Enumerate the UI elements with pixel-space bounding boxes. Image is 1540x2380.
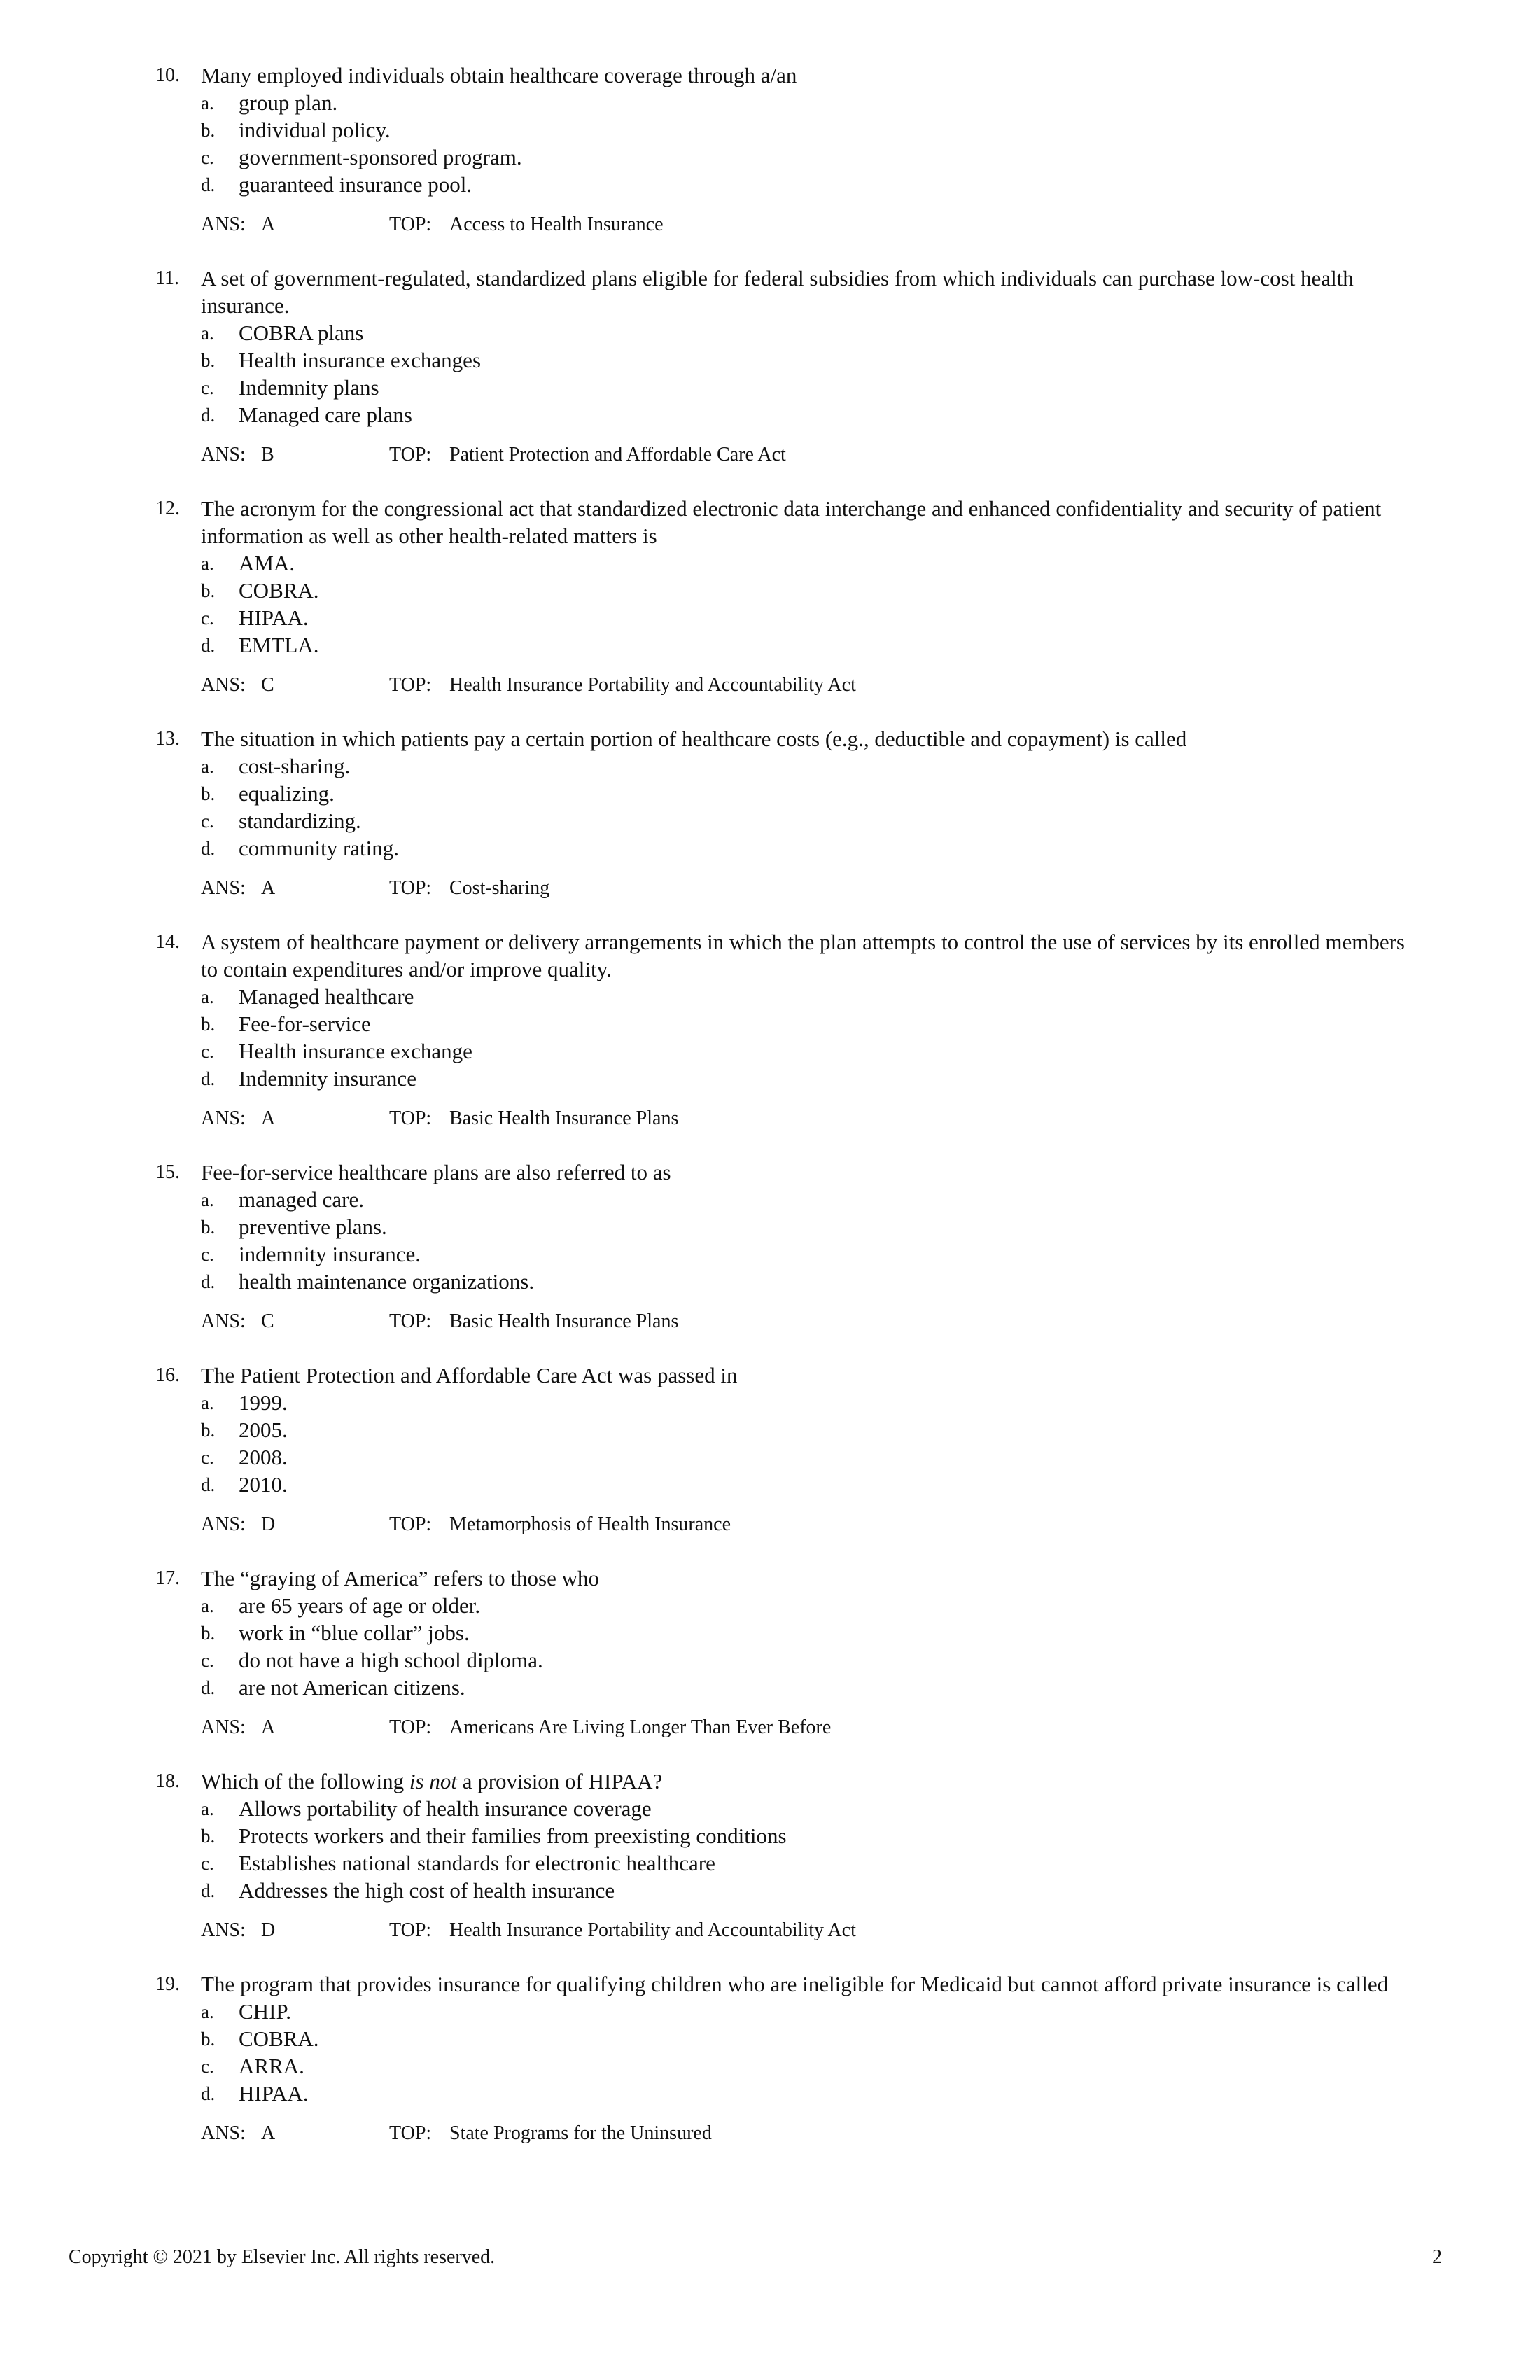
option-letter: b. bbox=[201, 120, 216, 141]
answer-option bbox=[0, 1389, 1540, 1416]
question-stem bbox=[0, 1158, 1540, 1186]
answer-option bbox=[0, 807, 1540, 834]
question-number: 12. bbox=[155, 498, 180, 519]
answer-key-row bbox=[0, 1106, 1540, 1131]
option-letter: a. bbox=[201, 1595, 214, 1616]
option-letter: c. bbox=[201, 147, 214, 168]
option-text: Establishes national standards for electronic healthcare bbox=[239, 1851, 715, 1875]
option-letter: a. bbox=[201, 986, 214, 1007]
question-text: Fee-for-service healthcare plans are also referred to as bbox=[201, 1160, 671, 1184]
answer-option bbox=[0, 1443, 1540, 1471]
answer-label: ANS: bbox=[201, 214, 246, 235]
answer-option bbox=[0, 346, 1540, 374]
question-number: 14. bbox=[155, 931, 180, 953]
question-stem bbox=[0, 1970, 1540, 1998]
option-text: AMA. bbox=[239, 551, 295, 575]
answer-option bbox=[0, 2052, 1540, 2080]
answer-value: A bbox=[261, 214, 276, 235]
answer-key-row bbox=[0, 1715, 1540, 1740]
option-letter: a. bbox=[201, 1798, 214, 1819]
question-text: The program that provides insurance for qualifying children who are ineligible for Medicaid but cannot afford private insurance is called bbox=[201, 1972, 1389, 1996]
topic-value: Basic Health Insurance Plans bbox=[449, 1107, 679, 1129]
answer-option bbox=[0, 834, 1540, 862]
answer-key-row bbox=[0, 673, 1540, 698]
option-letter: b. bbox=[201, 2029, 216, 2050]
answer-value: C bbox=[261, 674, 274, 696]
option-letter: d. bbox=[201, 838, 216, 859]
topic-value: Metamorphosis of Health Insurance bbox=[449, 1513, 731, 1535]
option-text: health maintenance organizations. bbox=[239, 1269, 535, 1294]
option-text: Addresses the high cost of health insurance bbox=[239, 1878, 615, 1903]
answer-option bbox=[0, 319, 1540, 346]
option-text: EMTLA. bbox=[239, 633, 319, 657]
answer-option bbox=[0, 1268, 1540, 1295]
question-block bbox=[0, 265, 1540, 468]
option-text: COBRA. bbox=[239, 578, 319, 603]
question-text: Which of the following bbox=[201, 1769, 410, 1793]
option-text: Protects workers and their families from preexisting conditions bbox=[239, 1823, 787, 1848]
answer-option bbox=[0, 1646, 1540, 1674]
topic-label: TOP: bbox=[389, 2122, 432, 2144]
option-text: guaranteed insurance pool. bbox=[239, 172, 472, 197]
topic-value: Health Insurance Portability and Accountability Act bbox=[449, 1919, 856, 1941]
option-text: indemnity insurance. bbox=[239, 1242, 421, 1266]
answer-options bbox=[0, 1592, 1540, 1701]
question-text: Many employed individuals obtain healthcare coverage through a/an bbox=[201, 63, 797, 88]
answer-option bbox=[0, 1674, 1540, 1701]
question-stem bbox=[0, 265, 1540, 319]
answer-option bbox=[0, 604, 1540, 631]
topic-label: TOP: bbox=[389, 1513, 432, 1535]
option-letter: a. bbox=[201, 2001, 214, 2022]
answer-key-row bbox=[0, 1309, 1540, 1334]
question-number: 11. bbox=[155, 267, 179, 289]
option-letter: a. bbox=[201, 1189, 214, 1210]
answer-key-row bbox=[0, 212, 1540, 237]
answer-key-row bbox=[0, 1918, 1540, 1943]
answer-options bbox=[0, 319, 1540, 428]
answer-option bbox=[0, 631, 1540, 659]
answer-option bbox=[0, 1416, 1540, 1443]
option-text: equalizing. bbox=[239, 781, 335, 806]
option-text: are not American citizens. bbox=[239, 1675, 465, 1700]
page-footer bbox=[0, 2244, 1540, 2272]
answer-option bbox=[0, 1240, 1540, 1268]
topic-label: TOP: bbox=[389, 1716, 432, 1738]
option-letter: d. bbox=[201, 1880, 216, 1901]
question-stem bbox=[0, 928, 1540, 983]
option-text: group plan. bbox=[239, 90, 338, 115]
option-text: COBRA. bbox=[239, 2026, 319, 2051]
topic-value: Americans Are Living Longer Than Ever Before bbox=[449, 1716, 832, 1738]
question-number: 17. bbox=[155, 1567, 180, 1589]
option-text: cost-sharing. bbox=[239, 754, 351, 778]
option-text: managed care. bbox=[239, 1187, 364, 1212]
question-stem bbox=[0, 62, 1540, 89]
answer-option bbox=[0, 1795, 1540, 1822]
answer-option bbox=[0, 780, 1540, 807]
option-letter: c. bbox=[201, 1853, 214, 1874]
answer-value: D bbox=[261, 1513, 276, 1535]
answer-option bbox=[0, 171, 1540, 198]
option-text: government-sponsored program. bbox=[239, 145, 522, 169]
question-number: 10. bbox=[155, 64, 180, 86]
question-text: The acronym for the congressional act that standardized electronic data interchange and enhanced confidentiality and security of patient information as well as other health-related matters is bbox=[201, 496, 1382, 548]
question-text: A set of government-regulated, standardized plans eligible for federal subsidies from which individuals can purchase low-cost health insurance. bbox=[201, 266, 1354, 318]
option-text: ARRA. bbox=[239, 2054, 304, 2078]
answer-label: ANS: bbox=[201, 444, 246, 465]
answer-options bbox=[0, 1389, 1540, 1498]
topic-value: Basic Health Insurance Plans bbox=[449, 1310, 679, 1332]
answer-value: B bbox=[261, 444, 274, 465]
answer-key-row bbox=[0, 876, 1540, 901]
answer-label: ANS: bbox=[201, 674, 246, 696]
option-letter: d. bbox=[201, 2083, 216, 2104]
answer-value: A bbox=[261, 2122, 276, 2144]
answer-option bbox=[0, 1998, 1540, 2025]
option-letter: a. bbox=[201, 756, 214, 777]
topic-value: State Programs for the Uninsured bbox=[449, 2122, 712, 2144]
answer-option bbox=[0, 1065, 1540, 1092]
option-text: Health insurance exchanges bbox=[239, 348, 482, 372]
option-text: preventive plans. bbox=[239, 1214, 387, 1239]
answer-value: A bbox=[261, 1107, 276, 1129]
question-block bbox=[0, 1362, 1540, 1537]
option-text: Managed healthcare bbox=[239, 984, 414, 1009]
question-number: 15. bbox=[155, 1161, 180, 1183]
answer-label: ANS: bbox=[201, 1107, 246, 1129]
topic-label: TOP: bbox=[389, 1919, 432, 1941]
option-letter: a. bbox=[201, 1392, 214, 1413]
topic-label: TOP: bbox=[389, 674, 432, 696]
option-text: Allows portability of health insurance coverage bbox=[239, 1796, 652, 1821]
option-text: are 65 years of age or older. bbox=[239, 1593, 481, 1618]
answer-label: ANS: bbox=[201, 2122, 246, 2144]
option-text: COBRA plans bbox=[239, 321, 364, 345]
answer-options bbox=[0, 89, 1540, 198]
answer-value: A bbox=[261, 1716, 276, 1738]
answer-options bbox=[0, 550, 1540, 659]
answer-option bbox=[0, 2025, 1540, 2052]
topic-label: TOP: bbox=[389, 1107, 432, 1129]
answer-label: ANS: bbox=[201, 1919, 246, 1941]
option-letter: d. bbox=[201, 1677, 216, 1698]
answer-options bbox=[0, 752, 1540, 862]
question-block bbox=[0, 1564, 1540, 1740]
answer-option bbox=[0, 752, 1540, 780]
answer-value: A bbox=[261, 877, 276, 899]
option-letter: c. bbox=[201, 1041, 214, 1062]
option-letter: b. bbox=[201, 1420, 216, 1441]
option-text: Health insurance exchange bbox=[239, 1039, 472, 1063]
option-text: standardizing. bbox=[239, 808, 361, 833]
answer-option bbox=[0, 144, 1540, 171]
question-number: 13. bbox=[155, 728, 180, 750]
answer-value: D bbox=[261, 1919, 276, 1941]
answer-options bbox=[0, 1795, 1540, 1904]
answer-label: ANS: bbox=[201, 1310, 246, 1332]
option-letter: a. bbox=[201, 92, 214, 113]
answer-option bbox=[0, 1010, 1540, 1037]
answer-option bbox=[0, 1471, 1540, 1498]
answer-option bbox=[0, 89, 1540, 116]
option-letter: c. bbox=[201, 1244, 214, 1265]
topic-label: TOP: bbox=[389, 1310, 432, 1332]
option-text: HIPAA. bbox=[239, 606, 309, 630]
topic-value: Cost-sharing bbox=[449, 877, 550, 899]
option-text: HIPAA. bbox=[239, 2081, 309, 2106]
question-block bbox=[0, 62, 1540, 237]
option-text: Indemnity insurance bbox=[239, 1066, 416, 1091]
option-text: 2005. bbox=[239, 1418, 288, 1442]
answer-option bbox=[0, 550, 1540, 577]
answer-option bbox=[0, 1213, 1540, 1240]
option-letter: d. bbox=[201, 1271, 216, 1292]
answer-option bbox=[0, 1037, 1540, 1065]
question-stem bbox=[0, 1768, 1540, 1795]
topic-label: TOP: bbox=[389, 444, 432, 465]
answer-label: ANS: bbox=[201, 877, 246, 899]
option-letter: b. bbox=[201, 1826, 216, 1847]
option-letter: b. bbox=[201, 1217, 216, 1238]
option-letter: c. bbox=[201, 2056, 214, 2077]
topic-value: Access to Health Insurance bbox=[449, 214, 664, 235]
answer-value: C bbox=[261, 1310, 274, 1332]
answer-option bbox=[0, 1186, 1540, 1213]
answer-options bbox=[0, 1998, 1540, 2107]
question-text-italic: is not bbox=[409, 1769, 457, 1793]
question-number: 16. bbox=[155, 1364, 180, 1386]
question-text: A system of healthcare payment or delivery arrangements in which the plan attempts to control the use of services by its enrolled members to contain expenditures and/or improve quality. bbox=[201, 930, 1405, 981]
answer-options bbox=[0, 1186, 1540, 1295]
option-text: 1999. bbox=[239, 1390, 288, 1415]
answer-option bbox=[0, 1877, 1540, 1904]
option-text: Managed care plans bbox=[239, 402, 412, 427]
answer-option bbox=[0, 2080, 1540, 2107]
option-text: work in “blue collar” jobs. bbox=[239, 1620, 470, 1645]
option-text: 2008. bbox=[239, 1445, 288, 1469]
copyright-notice: Copyright © 2021 by Elsevier Inc. All rights reserved. bbox=[69, 2246, 496, 2268]
topic-label: TOP: bbox=[389, 214, 432, 235]
answer-options bbox=[0, 983, 1540, 1092]
option-letter: b. bbox=[201, 783, 216, 804]
option-letter: b. bbox=[201, 1014, 216, 1035]
answer-option bbox=[0, 374, 1540, 401]
question-block bbox=[0, 495, 1540, 698]
question-stem bbox=[0, 725, 1540, 752]
answer-option bbox=[0, 1592, 1540, 1619]
option-letter: b. bbox=[201, 1623, 216, 1644]
question-block bbox=[0, 928, 1540, 1131]
option-letter: d. bbox=[201, 1474, 216, 1495]
question-stem bbox=[0, 1362, 1540, 1389]
option-text: CHIP. bbox=[239, 1999, 291, 2024]
answer-key-row bbox=[0, 2121, 1540, 2146]
option-letter: c. bbox=[201, 377, 214, 398]
answer-option bbox=[0, 1822, 1540, 1849]
answer-option bbox=[0, 983, 1540, 1010]
option-letter: d. bbox=[201, 1068, 216, 1089]
option-letter: c. bbox=[201, 608, 214, 629]
option-letter: c. bbox=[201, 811, 214, 832]
option-letter: d. bbox=[201, 635, 216, 656]
question-text: The “graying of America” refers to those who bbox=[201, 1566, 599, 1590]
answer-option bbox=[0, 1849, 1540, 1877]
question-list bbox=[0, 62, 1540, 2174]
question-number: 19. bbox=[155, 1973, 180, 1995]
question-text-continued: a provision of HIPAA? bbox=[456, 1769, 663, 1793]
option-text: do not have a high school diploma. bbox=[239, 1648, 543, 1672]
option-text: Indemnity plans bbox=[239, 375, 379, 400]
answer-label: ANS: bbox=[201, 1513, 246, 1535]
option-letter: a. bbox=[201, 553, 214, 574]
option-text: 2010. bbox=[239, 1472, 288, 1497]
answer-option bbox=[0, 401, 1540, 428]
answer-key-row bbox=[0, 1512, 1540, 1537]
option-letter: b. bbox=[201, 350, 216, 371]
answer-option bbox=[0, 577, 1540, 604]
answer-option bbox=[0, 116, 1540, 144]
question-number: 18. bbox=[155, 1770, 180, 1792]
answer-option bbox=[0, 1619, 1540, 1646]
option-text: Fee-for-service bbox=[239, 1011, 371, 1036]
option-letter: c. bbox=[201, 1650, 214, 1671]
answer-key-row bbox=[0, 442, 1540, 468]
question-block bbox=[0, 1768, 1540, 1943]
answer-label: ANS: bbox=[201, 1716, 246, 1738]
question-stem bbox=[0, 495, 1540, 550]
option-letter: c. bbox=[201, 1447, 214, 1468]
option-letter: a. bbox=[201, 323, 214, 344]
question-block bbox=[0, 725, 1540, 901]
question-text: The situation in which patients pay a certain portion of healthcare costs (e.g., deductible and copayment) is called bbox=[201, 727, 1187, 751]
option-text: individual policy. bbox=[239, 118, 391, 142]
option-letter: d. bbox=[201, 405, 216, 426]
option-text: community rating. bbox=[239, 836, 400, 860]
option-letter: b. bbox=[201, 580, 216, 601]
question-block bbox=[0, 1970, 1540, 2146]
topic-value: Health Insurance Portability and Accountability Act bbox=[449, 674, 856, 696]
topic-label: TOP: bbox=[389, 877, 432, 899]
question-block bbox=[0, 1158, 1540, 1334]
option-letter: d. bbox=[201, 174, 216, 195]
question-stem bbox=[0, 1564, 1540, 1592]
topic-value: Patient Protection and Affordable Care Act bbox=[449, 444, 786, 465]
page-number: 2 bbox=[1432, 2246, 1442, 2268]
question-text: The Patient Protection and Affordable Care Act was passed in bbox=[201, 1363, 738, 1387]
